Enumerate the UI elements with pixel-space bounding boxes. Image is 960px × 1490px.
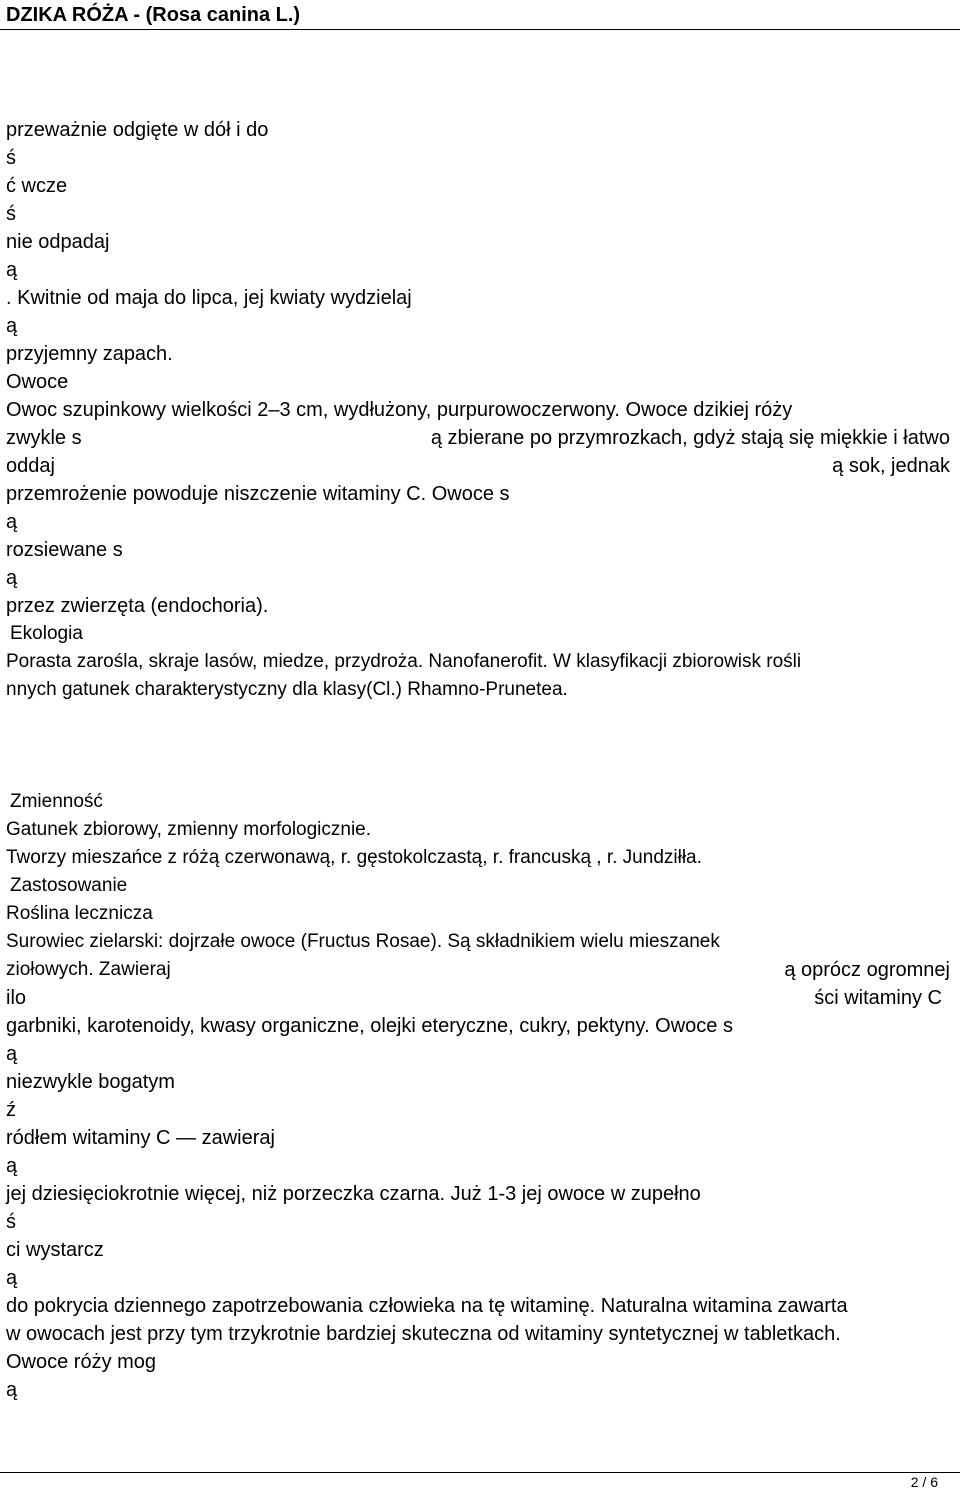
text-line: ci wystarcz	[6, 1239, 104, 1261]
text-line: nie odpadaj	[6, 231, 110, 253]
text-line: ziołowych. Zawieraj	[6, 959, 171, 980]
text-line: garbniki, karotenoidy, kwasy organiczne, olejki eteryczne, cukry, pektyny. Owoce s	[6, 1015, 733, 1037]
page-number: 2 / 6	[910, 1474, 938, 1490]
text-line: ródłem witaminy C — zawieraj	[6, 1127, 275, 1149]
text-line: w owocach jest przy tym trzykrotnie bardziej skuteczna od witaminy syntetycznej w tabletkach.	[6, 1323, 841, 1345]
text-line: Owoc szupinkowy wielkości 2–3 cm, wydłużony, purpurowoczerwony. Owoce dzikiej róży	[6, 399, 793, 421]
text-line: Owoce róży mog	[6, 1351, 157, 1373]
section-heading-zastosowanie: Zastosowanie	[10, 875, 128, 896]
text-line: ą oprócz ogromnej	[784, 959, 950, 981]
text-line: . Kwitnie od maja do lipca, jej kwiaty wydzielaj	[6, 287, 412, 309]
section-heading-ekologia: Ekologia	[10, 623, 83, 644]
text-line: ą	[6, 315, 18, 337]
text-line: ź	[6, 1099, 16, 1121]
text-line: do pokrycia dziennego zapotrzebowania człowieka na tę witaminę. Naturalna witamina zawarta	[6, 1295, 848, 1317]
text-line: Gatunek zbiorowy, zmienny morfologicznie.	[6, 819, 372, 840]
text-line: zwykle s	[6, 427, 82, 449]
text-line: Porasta zarośla, skraje lasów, miedze, przydroża. Nanofanerofit. W klasyfikacji zbiorowisk rośli	[6, 651, 802, 672]
text-line: ś	[6, 203, 16, 225]
text-line: Tworzy mieszańce z różą czerwonawą, r. gęstokolczastą, r. francuską , r. Jundziłła.	[6, 847, 702, 868]
text-line: jej dziesięciokrotnie więcej, niż porzeczka czarna. Już 1-3 jej owoce w zupełno	[6, 1183, 701, 1205]
text-line: przez zwierzęta (endochoria).	[6, 595, 269, 617]
text-line: oddaj	[6, 455, 55, 477]
text-line: ą	[6, 1155, 18, 1177]
text-line: nnych gatunek charakterystyczny dla klasy(Cl.) Rhamno-Prunetea.	[6, 679, 568, 700]
text-line: rozsiewane s	[6, 539, 123, 561]
text-line: ś	[6, 1211, 16, 1233]
document-title: DZIKA RÓŻA - (Rosa canina L.)	[6, 4, 301, 26]
text-line: ą	[6, 259, 18, 281]
text-line: ś	[6, 147, 16, 169]
section-heading-zmiennosc: Zmienność	[10, 791, 103, 812]
text-line: ą zbierane po przymrozkach, gdyż stają się miękkie i łatwo	[430, 427, 950, 449]
footer-divider	[0, 1472, 960, 1473]
text-line: ą	[6, 1267, 18, 1289]
text-line: ą	[6, 567, 18, 589]
text-line: ć wcze	[6, 175, 68, 197]
text-line: niezwykle bogatym	[6, 1071, 175, 1093]
text-line: Surowiec zielarski: dojrzałe owoce (Fructus Rosae). Są składnikiem wielu mieszanek	[6, 931, 720, 952]
text-line: Roślina lecznicza	[6, 903, 153, 924]
text-line: przemrożenie powoduje niszczenie witaminy C. Owoce s	[6, 483, 510, 505]
text-line: ilo	[6, 987, 27, 1009]
section-heading-owoce: Owoce	[6, 371, 69, 393]
text-line: ą	[6, 511, 18, 533]
text-line: ści witaminy C	[814, 987, 942, 1009]
text-line: ą	[6, 1379, 18, 1401]
header-divider	[0, 29, 960, 30]
text-line: przyjemny zapach.	[6, 343, 173, 365]
text-line: ą sok, jednak	[832, 455, 950, 477]
text-line: przeważnie odgięte w dół i do	[6, 119, 269, 141]
text-line: ą	[6, 1043, 18, 1065]
